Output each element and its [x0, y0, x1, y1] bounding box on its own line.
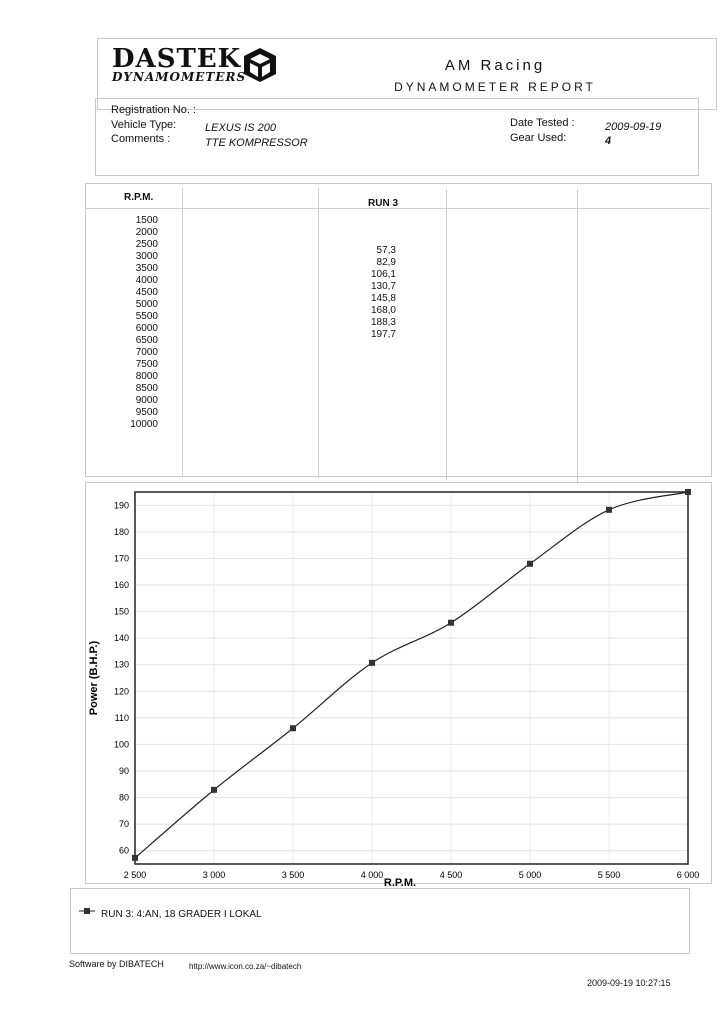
- gear-used-label: Gear Used:: [510, 132, 567, 144]
- rpm-cell: 5000: [135, 299, 158, 310]
- data-point-marker: [685, 489, 691, 495]
- y-tick-label: 130: [113, 659, 129, 670]
- legend-box: [70, 888, 690, 954]
- y-tick-label: 60: [118, 845, 129, 856]
- rpm-cell: 6500: [135, 335, 158, 346]
- y-tick-label: 180: [113, 526, 129, 537]
- plot-frame: [135, 492, 688, 864]
- run3-cell: 130,7: [370, 281, 396, 292]
- vehicle-type-label: Vehicle Type:: [111, 119, 177, 131]
- data-point-marker: [606, 507, 612, 513]
- rpm-cell: 2500: [135, 239, 158, 250]
- registration-label: Registration No. :: [111, 104, 196, 116]
- legend-marker-icon: [79, 907, 95, 915]
- x-tick-label: 3 000: [202, 870, 226, 880]
- rpm-cell: 3000: [135, 251, 158, 262]
- rpm-column: [118, 215, 158, 431]
- y-axis-label: Power (B.H.P.): [88, 640, 100, 716]
- rpm-cell: 4500: [135, 287, 158, 298]
- rpm-cell: 8500: [135, 383, 158, 394]
- x-tick-label: 3 500: [281, 870, 305, 880]
- gear-used-value: 4: [605, 135, 612, 147]
- y-tick-label: 150: [113, 606, 129, 617]
- y-tick-label: 110: [114, 712, 129, 723]
- software-credit: Software by DIBATECH: [69, 959, 164, 969]
- rpm-cell: 9500: [135, 407, 158, 418]
- rpm-cell: 10000: [130, 419, 158, 430]
- table-column-divider: [182, 188, 183, 476]
- print-timestamp: 2009-09-19 10:27:15: [587, 978, 671, 988]
- rpm-cell: 5500: [135, 311, 158, 322]
- run3-cell: 57,3: [376, 245, 396, 256]
- rpm-cell: 1500: [135, 215, 158, 226]
- table-column-divider: [318, 188, 319, 478]
- logo-subtitle: DYNAMOMETERS: [112, 70, 247, 84]
- y-tick-label: 90: [118, 766, 129, 776]
- rpm-cell: 4000: [135, 275, 158, 286]
- y-tick-label: 80: [118, 792, 129, 803]
- x-tick-label: 4 500: [439, 870, 463, 880]
- company-name: AM Racing: [444, 57, 546, 74]
- rpm-cell: 3500: [135, 263, 158, 274]
- rpm-cell: 6000: [135, 323, 158, 334]
- data-table: [85, 183, 712, 477]
- rpm-cell: 8000: [135, 371, 158, 382]
- y-tick-label: 70: [118, 819, 129, 830]
- data-point-marker: [369, 660, 375, 666]
- data-point-marker: [527, 561, 533, 567]
- logo-brand: DASTEK: [112, 44, 242, 74]
- x-tick-label: 5 000: [518, 870, 542, 880]
- run3-column: [360, 245, 396, 341]
- comments-value: TTE KOMPRESSOR: [205, 137, 308, 149]
- x-tick-label: 6 000: [676, 870, 700, 880]
- x-tick-label: 4 000: [360, 870, 384, 880]
- run3-line: [135, 492, 688, 858]
- x-tick-label: 5 500: [597, 870, 621, 880]
- rpm-cell: 2000: [135, 227, 158, 238]
- data-point-marker: [290, 725, 296, 731]
- rpm-cell: 7500: [135, 359, 158, 370]
- data-point-marker: [132, 855, 138, 861]
- power-chart: [80, 488, 710, 893]
- run3-cell: 82,9: [376, 257, 396, 268]
- run3-column-header: RUN 3: [368, 198, 399, 209]
- data-point-marker: [211, 787, 217, 793]
- y-tick-label: 190: [113, 500, 129, 511]
- comments-label: Comments :: [111, 133, 171, 145]
- y-tick-label: 160: [113, 580, 129, 590]
- rpm-cell: 7000: [135, 347, 158, 358]
- x-tick-label: 2 500: [123, 870, 147, 880]
- legend-label: RUN 3: 4:AN, 18 GRADER I LOKAL: [101, 909, 262, 920]
- vehicle-type-value: LEXUS IS 200: [205, 122, 276, 134]
- run3-cell: 168,0: [370, 305, 396, 316]
- software-url: http://www.icon.co.za/~dibatech: [189, 962, 302, 971]
- run3-cell: 188,3: [370, 317, 396, 328]
- dastek-logo-icon: [242, 46, 278, 84]
- y-tick-label: 170: [113, 553, 129, 564]
- x-axis-label: R.P.M.: [383, 877, 417, 889]
- run3-cell: 197,7: [370, 329, 396, 340]
- run3-cell: 106,1: [370, 269, 396, 280]
- table-column-divider: [446, 190, 447, 480]
- run3-cell: 145,8: [370, 293, 396, 304]
- y-tick-label: 120: [113, 686, 129, 697]
- date-tested-value: 2009-09-19: [605, 121, 662, 133]
- date-tested-label: Date Tested :: [510, 117, 575, 129]
- y-tick-label: 140: [113, 633, 129, 644]
- data-point-marker: [448, 620, 454, 626]
- y-tick-label: 100: [113, 739, 129, 750]
- rpm-cell: 9000: [135, 395, 158, 406]
- table-column-divider: [577, 190, 578, 482]
- rpm-column-header: R.P.M.: [124, 192, 154, 203]
- report-title: DYNAMOMETER REPORT: [394, 80, 596, 94]
